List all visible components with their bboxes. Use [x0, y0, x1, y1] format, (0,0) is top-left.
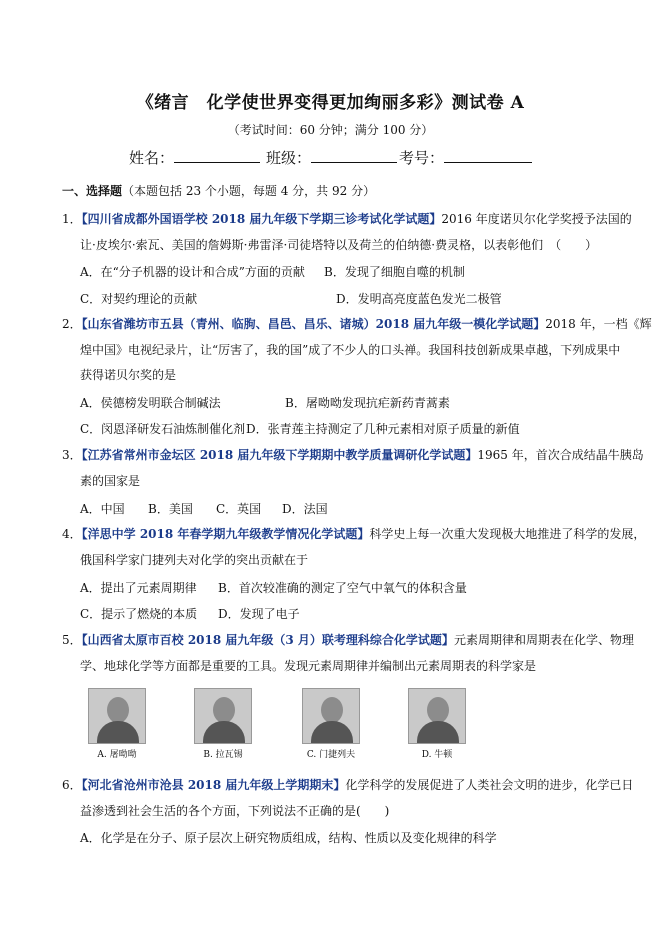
section-label: 一、选择题 — [62, 184, 123, 198]
name-blank[interactable] — [174, 148, 260, 163]
question-text: 获得诺贝尔奖的是 — [80, 368, 177, 382]
section-note: （本题包括 23 个小题，每题 4 分，共 92 分） — [122, 184, 376, 198]
scientist-photos — [88, 688, 468, 758]
question-text: 科学史上每一次重大发现极大地推进了科学的发展， — [369, 527, 646, 541]
option-c: C．闵恩泽研发石油炼制催化剂 — [80, 422, 246, 436]
question-text: 益渗透到社会生活的各个方面，下列说法不正确的是( ) — [80, 804, 390, 818]
question-number: 2． — [62, 317, 82, 331]
photo-option-a — [88, 688, 146, 760]
question-3 — [62, 447, 644, 463]
option-d: D．法国 — [282, 502, 328, 516]
question-number: 3． — [62, 448, 82, 462]
portrait-image — [194, 688, 252, 744]
question-text: 2016 年度诺贝尔化学奖授予法国的 — [441, 212, 632, 226]
option-d: D．发明高亮度蓝色发光二极管 — [336, 292, 502, 306]
photo-caption: D. 牛顿 — [421, 750, 453, 760]
exam-duration-score: （考试时间：60 分钟；满分 100 分） — [227, 123, 434, 137]
option-d: D．张青莲主持测定了几种元素相对原子质量的新值 — [246, 422, 520, 436]
class-label: 班级： — [265, 149, 311, 167]
question-number: 4． — [62, 527, 82, 541]
question-number: 5． — [62, 633, 82, 647]
photo-option-b — [194, 688, 252, 760]
photo-option-c — [302, 688, 360, 760]
option-c: C．对契约理论的贡献 — [80, 292, 198, 306]
question-text: 1965 年，首次合成结晶牛胰岛 — [477, 448, 644, 462]
question-source: 【河北省沧州市沧县 2018 届九年级上学期期末】 — [81, 778, 346, 792]
option-a: A．化学是在分子、原子层次上研究物质组成，结构、性质以及变化规律的科学 — [80, 831, 497, 845]
question-text: 化学科学的发展促进了人类社会文明的进步，化学已日 — [345, 778, 634, 792]
question-text: 煌中国》电视纪录片，让“厉害了，我的国”成了不少人的口头禅。我国科技创新成果卓越，下列成果中 — [80, 343, 621, 357]
section-heading — [62, 183, 375, 199]
option-b: B．美国 — [148, 502, 193, 516]
question-text: 俄国科学家门捷列夫对化学的突出贡献在于 — [80, 553, 309, 567]
student-info-row — [0, 147, 661, 168]
question-source: 【江苏省常州市金坛区 2018 届九年级下学期期中教学质量调研化学试题】 — [81, 448, 478, 462]
option-b: B．屠呦呦发现抗疟新药青蒿素 — [285, 396, 450, 410]
question-source: 【山西省太原市百校 2018 届九年级（3 月）联考理科综合化学试题】 — [81, 633, 454, 647]
question-source: 【洋思中学 2018 年春学期九年级教学情况化学试题】 — [81, 527, 370, 541]
question-text: 让·皮埃尔·索瓦、美国的詹姆斯·弗雷泽·司徒塔特以及荷兰的伯纳德·费灵格，以表彰他们 （ ） — [80, 238, 598, 252]
portrait-image — [408, 688, 466, 744]
option-a: A．侯德榜发明联合制碱法 — [80, 396, 221, 410]
question-2 — [62, 316, 652, 332]
exam-no-label: 考号： — [399, 149, 445, 167]
question-1 — [62, 211, 632, 227]
question-text: 学、地球化学等方面都是重要的工具。发现元素周期律并编制出元素周期表的科学家是 — [80, 659, 537, 673]
option-d: D．发现了电子 — [218, 607, 300, 621]
question-text: 素的国家是 — [80, 474, 141, 488]
photo-caption: B. 拉瓦锡 — [203, 750, 243, 760]
option-b: B．发现了细胞自噬的机制 — [324, 265, 465, 279]
option-a: A．中国 — [80, 502, 125, 516]
page-title: 《绪言 化学使世界变得更加绚丽多彩》测试卷 A — [136, 93, 525, 113]
question-text: 元素周期律和周期表在化学、物理 — [453, 633, 634, 647]
photo-caption: A. 屠呦呦 — [97, 750, 137, 760]
question-6 — [62, 777, 633, 793]
question-4 — [62, 526, 645, 542]
option-b: B．首次较准确的测定了空气中氧气的体积含量 — [218, 581, 467, 595]
question-text: 2018 年，一档《辉 — [545, 317, 652, 331]
question-source: 【四川省成都外国语学校 2018 届九年级下学期三诊考试化学试题】 — [81, 212, 442, 226]
portrait-image — [88, 688, 146, 744]
question-number: 6． — [62, 778, 82, 792]
option-a: A．提出了元素周期律 — [80, 581, 197, 595]
class-blank[interactable] — [311, 148, 397, 163]
photo-caption: C. 门捷列夫 — [306, 750, 356, 760]
exam-no-blank[interactable] — [444, 148, 532, 163]
question-source: 【山东省潍坊市五县（青州、临朐、昌邑、昌乐、诸城）2018 届九年级一模化学试题】 — [81, 317, 546, 331]
photo-option-d — [408, 688, 466, 760]
option-a: A．在“分子机器的设计和合成”方面的贡献 — [80, 265, 305, 279]
option-c: C．提示了燃烧的本质 — [80, 607, 198, 621]
name-label: 姓名： — [128, 149, 174, 167]
portrait-image — [302, 688, 360, 744]
option-c: C．英国 — [216, 502, 262, 516]
question-number: 1． — [62, 212, 82, 226]
question-5 — [62, 632, 634, 648]
